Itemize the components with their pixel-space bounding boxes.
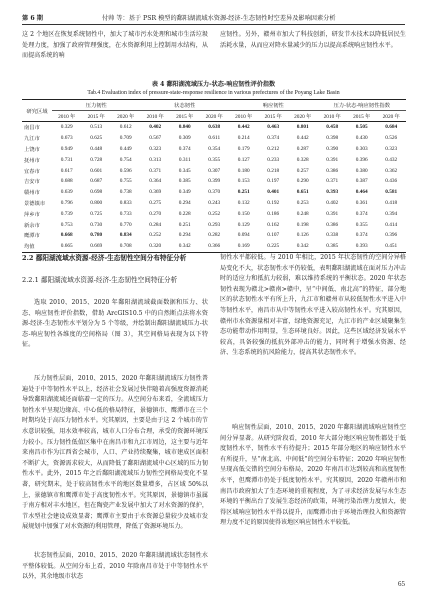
table-row: [22, 165, 406, 176]
value-cell: 0.639: [60, 189, 73, 196]
value-cell: 0.342: [288, 241, 318, 252]
region-name-cell: 鹰潭市: [24, 233, 40, 240]
value-cell: 0.396: [355, 156, 368, 163]
value-cell: 0.442: [237, 124, 250, 131]
table-row: [22, 208, 406, 219]
value-cell: 0.294: [178, 232, 191, 239]
value-cell: 0.107: [267, 232, 280, 239]
value-cell: 0.611: [208, 135, 221, 142]
value-cell: 0.275: [149, 199, 162, 206]
value-cell: 0.212: [267, 145, 280, 152]
table-row: [22, 230, 406, 241]
value-cell: 0.601: [90, 167, 103, 174]
table-caption-en: Tab.4 Evaluation index of pressure-state-response resilience in various prefectures of the Poyang Lake Basin: [87, 90, 340, 96]
value-cell: 0.282: [208, 232, 221, 239]
value-cell: 0.197: [267, 178, 280, 185]
value-cell: 0.198: [296, 221, 309, 228]
value-cell: 0.567: [149, 135, 162, 142]
value-cell: 0.270: [149, 210, 162, 217]
value-cell: 0.688: [60, 178, 73, 185]
table-row: [22, 154, 406, 165]
table-caption-cn: 表 4 鄱阳湖流域压力-状态-响应韧性评价指数: [151, 81, 276, 88]
left-paragraph-3: 状态韧性层面，2010、2015、2020 年鄱阳湖流域状态韧性水平整体较低。从空间分布上看，2010 年除南昌市处于中等韧性水平以外，其余地级市状态: [22, 552, 208, 581]
year-header: 2015 年: [170, 111, 200, 122]
value-cell: 0.369: [149, 189, 162, 196]
year-header: 2020 年: [111, 111, 141, 122]
value-cell: 0.464: [355, 189, 368, 196]
value-cell: 0.374: [267, 135, 280, 142]
value-cell: 0.687: [90, 178, 103, 185]
value-cell: 0.617: [60, 167, 73, 174]
value-cell: 0.725: [90, 210, 103, 217]
value-cell: 0.391: [326, 210, 339, 217]
value-cell: 0.396: [385, 232, 398, 239]
value-cell: 0.355: [355, 221, 368, 228]
table-row: [22, 219, 406, 230]
value-cell: 0.233: [267, 156, 280, 163]
value-cell: 0.463: [267, 124, 280, 131]
value-cell: 0.625: [90, 135, 103, 142]
region-name-cell: 新余市: [24, 222, 40, 229]
value-cell: 0.323: [149, 145, 162, 152]
table-row: [22, 122, 406, 133]
value-cell: 0.401: [267, 189, 280, 196]
value-cell: 0.638: [208, 124, 221, 131]
value-cell: 0.684: [385, 124, 398, 131]
value-cell: 0.228: [178, 210, 191, 217]
value-cell: 0.362: [385, 167, 398, 174]
region-name-cell: 赣州市: [24, 190, 40, 197]
value-cell: 0.612: [119, 124, 132, 131]
region-name-cell: 均值: [22, 241, 52, 252]
value-cell: 0.361: [355, 199, 368, 206]
value-cell: 0.349: [178, 189, 191, 196]
value-cell: 0.665: [52, 241, 82, 252]
year-header: 2015 年: [347, 111, 377, 122]
value-cell: 0.402: [149, 124, 162, 131]
year-header: 2015 年: [259, 111, 289, 122]
region-name-cell: 南昌市: [24, 125, 40, 132]
value-cell: 0.364: [149, 178, 162, 185]
right-paragraph-2: 响应韧性层面，2010、2015、2020 年鄱阳湖流域响应韧性空间分异显著。从研究阶段看，2010 年大部分地区响应韧性都处于低度韧性水平，韧性水平有待提升；2015 年部分地区的响应韧性水平有所提升，呈“南北高、中间低”的空间分布特征；2020 年响应韧性呈现高低交错的空间分布格局，2020 年南昌市达到较高和高度韧性水平，但鹰潭市仍处于低度韧性水平。究其原因，2020 年赣州市和南昌市政府加大了生态环境的重视程度，为了寻求经济发展与水生态环境的平衡出台了发展生态经济的政策，环境污染治理力度加大，使得区域响应韧性水平得以提升，而鹰潭市由于环境治理投入和资源管理力度不足的原因使得该地区响应韧性水平较低。: [220, 424, 406, 527]
value-cell: 0.345: [178, 167, 191, 174]
year-header: 2020 年: [200, 111, 230, 122]
value-cell: 0.442: [296, 135, 309, 142]
value-cell: 0.329: [60, 124, 73, 131]
value-cell: 0.449: [119, 145, 132, 152]
value-cell: 0.668: [60, 232, 73, 239]
value-cell: 0.436: [385, 178, 398, 185]
value-cell: 0.311: [178, 156, 191, 163]
value-cell: 0.342: [170, 241, 200, 252]
value-cell: 0.313: [149, 156, 162, 163]
value-cell: 0.399: [208, 178, 221, 185]
value-cell: 0.290: [296, 178, 309, 185]
value-cell: 0.180: [237, 167, 250, 174]
value-cell: 0.458: [326, 124, 339, 131]
region-name-cell: 九江市: [24, 136, 40, 143]
region-name-cell: 萍乡市: [24, 211, 40, 218]
value-cell: 0.432: [385, 156, 398, 163]
value-cell: 0.385: [178, 178, 191, 185]
value-cell: 0.430: [355, 135, 368, 142]
value-cell: 0.800: [90, 199, 103, 206]
value-cell: 0.755: [119, 178, 132, 185]
table-row: [22, 198, 406, 209]
value-cell: 0.770: [119, 221, 132, 228]
value-cell: 0.834: [119, 232, 132, 239]
value-cell: 0.248: [296, 210, 309, 217]
region-name-cell: 上饶市: [24, 146, 40, 153]
value-cell: 0.448: [90, 145, 103, 152]
left-paragraph-1: 选取 2010、2015、2020 年鄱阳湖流域截面数据和压力、状态、响应韧性评价指数，借助 ArcGIS10.5 中的自然断点法将水资源-经济-生态韧性水平划分为 5 个等级，并绘制出鄱阳湖流域压力-状态-响应韧性各维度的空间格局（图 3），其空间格局表现为以下特征。: [22, 299, 208, 349]
value-cell: 0.162: [267, 221, 280, 228]
value-cell: 0.374: [355, 232, 368, 239]
region-name-cell: 宜春市: [24, 168, 40, 175]
value-cell: 0.127: [237, 156, 250, 163]
value-cell: 0.307: [208, 167, 221, 174]
value-cell: 0.402: [326, 199, 339, 206]
value-cell: 0.370: [208, 189, 221, 196]
value-cell: 0.186: [267, 210, 280, 217]
value-cell: 0.709: [119, 135, 132, 142]
section-heading: 2.2 鄱阳湖流域水资源-经济-生态韧性空间分布特征分析: [22, 254, 187, 262]
table-header-groups: [22, 100, 406, 111]
value-cell: 0.394: [385, 210, 398, 217]
value-cell: 0.673: [60, 135, 73, 142]
year-header: 2020 年: [288, 111, 318, 122]
value-cell: 0.669: [82, 241, 112, 252]
value-cell: 0.393: [326, 189, 339, 196]
value-cell: 0.371: [326, 178, 339, 185]
value-cell: 0.390: [326, 145, 339, 152]
value-cell: 0.287: [296, 145, 309, 152]
value-cell: 0.257: [296, 167, 309, 174]
value-cell: 0.374: [355, 210, 368, 217]
value-cell: 0.253: [296, 199, 309, 206]
value-cell: 0.385: [318, 241, 348, 252]
value-cell: 0.733: [119, 210, 132, 217]
value-cell: 0.338: [326, 232, 339, 239]
header-rule: [22, 24, 405, 25]
top-paragraph-right: 应韧性。另外，赣州市加大了科技创新，研发节水技术以降低居民生活耗水量，从而应对降水量减少的压力以提高系统响应韧性水平。: [220, 31, 406, 49]
year-header: 2010 年: [52, 111, 82, 122]
value-cell: 0.801: [296, 124, 309, 131]
table-row: [22, 176, 406, 187]
year-header: 2010 年: [141, 111, 171, 122]
issue-label: 第 6 期: [22, 15, 43, 22]
value-cell: 0.320: [141, 241, 171, 252]
value-cell: 0.739: [60, 210, 73, 217]
value-cell: 0.214: [237, 135, 250, 142]
value-cell: 0.371: [149, 167, 162, 174]
year-header: 2020 年: [377, 111, 407, 122]
left-paragraph-2: 压力韧性层面，2010、2015、2020 年鄱阳湖流域压力韧性普遍处于中等韧性水平以上，经济社会发展过快伴随着高强度资源消耗导致鄱阳湖流域还面临着一定的压力。从空间分布来看，全流域压力韧性水平呈现边缘高、中心低的格局特征，景德镇市、鹰潭市在三个时期均处于高压力韧性水平。究其原因，主要是由于这 2 个城市的节水意识较强，用水效率较高，城市人口分布合理，承受的资源环境压力较小。压力韧性低值区集中在南昌市和九江市周边，这主要与近年来南昌市作为江西省会城市，人口、产业持续聚集，城市建成区面积不断扩大，资源需求较大，从而降低了鄱阳湖流域中心区域的压力韧性水平。此外，2015 年之后鄱阳湖流域压力韧性空间格局变化不显著，研究期末，处于较高韧性水平的地区数量增多，占区域 50%以上，景德镇市和鹰潭市处于高度韧性水平。究其原因，景德镇市虽属于南方相对丰水地区，但在陶瓷产业发展中加大了对水资源的保护，节水型社会建设成效显著；鹰潭市主要由于水资源总量较少及城市发展规划中加强了对水资源的利用管理，降低了资源环境压力。: [22, 375, 208, 531]
value-cell: 0.840: [178, 124, 191, 131]
value-cell: 0.731: [60, 156, 73, 163]
top-paragraph-left: 这 2 个地区在恢复系统韧性中，加大了城市污水处理和城市生活垃圾处理力度，加强了政府管理强度，在水资源利用上控制用水结构，从而提高系统的响: [22, 31, 208, 60]
value-cell: 0.526: [385, 135, 398, 142]
value-cell: 0.251: [237, 189, 250, 196]
value-cell: 0.581: [385, 189, 398, 196]
running-title: 付帅 等：基于 PSR 模型的鄱阳湖流域水资源-经济-生态韧性时空差异及影响因素分析: [102, 15, 336, 22]
value-cell: 0.169: [229, 241, 259, 252]
value-cell: 0.796: [60, 199, 73, 206]
value-cell: 0.150: [237, 210, 250, 217]
value-cell: 0.251: [178, 221, 191, 228]
year-header: 2010 年: [229, 111, 259, 122]
value-cell: 0.153: [237, 178, 250, 185]
value-cell: 0.418: [385, 199, 398, 206]
value-cell: 0.354: [208, 145, 221, 152]
value-cell: 0.833: [119, 199, 132, 206]
region-name-cell: 抚州市: [24, 157, 40, 164]
table-row: [22, 144, 406, 155]
value-cell: 0.218: [267, 167, 280, 174]
group-header-psr-index: 压力-状态-响应韧性指数: [318, 100, 407, 111]
region-name-cell: 吉安市: [24, 179, 40, 186]
resilience-table: [22, 99, 406, 253]
value-cell: 0.451: [377, 241, 407, 252]
value-cell: 0.293: [208, 221, 221, 228]
value-cell: 0.309: [178, 135, 191, 142]
value-cell: 0.126: [296, 232, 309, 239]
value-cell: 0.753: [60, 221, 73, 228]
value-cell: 0.754: [119, 156, 132, 163]
table-row: [22, 241, 406, 252]
table-header-years: [22, 111, 406, 122]
value-cell: 0.505: [355, 124, 368, 131]
value-cell: 0.728: [90, 156, 103, 163]
value-cell: 0.374: [178, 145, 191, 152]
value-cell: 0.708: [111, 241, 141, 252]
value-cell: 0.513: [90, 124, 103, 131]
value-cell: 0.294: [178, 199, 191, 206]
year-header: 2010 年: [318, 111, 348, 122]
value-cell: 0.355: [208, 156, 221, 163]
region-name-cell: 景德镇市: [24, 200, 46, 207]
value-cell: 0.225: [259, 241, 289, 252]
value-cell: 0.386: [326, 167, 339, 174]
value-cell: 0.391: [326, 156, 339, 163]
value-cell: 0.738: [119, 189, 132, 196]
table-row: [22, 133, 406, 144]
value-cell: 0.393: [347, 241, 377, 252]
value-cell: 0.323: [385, 145, 398, 152]
value-cell: 0.252: [149, 232, 162, 239]
value-cell: 0.328: [296, 156, 309, 163]
value-cell: 0.179: [237, 145, 250, 152]
value-cell: 0.730: [90, 221, 103, 228]
value-cell: 0.949: [60, 145, 73, 152]
value-cell: 0.192: [267, 199, 280, 206]
value-cell: 0.366: [200, 241, 230, 252]
value-cell: 0.380: [355, 167, 368, 174]
right-paragraph-1: 韧性水平都较低。与 2010 年相比，2015 年状态韧性的空间分异格局变化不大，状态韧性水平仍较低，表明鄱阳湖流域在面对压力冲击时的适应力和抵抗力较弱，难以维持系统的平衡状态。2020 年状态韧性表现为赣北>赣南>赣中，呈“中间低、南北高”的特征，部分地区的状态韧性水平有所上升，九江市和赣州市从较低韧性水平进入中等韧性水平，南昌市从中等韧性水平进入较高韧性水平。究其原因，赣州市水资源量相对丰富，绿地资源充足，九江市的产业区域聚集生态功能带动作用明显，生态环境良好。因此，这些区域经济发展水平较高，具备较强的抵抗外部冲击的能力，同时利于增强水资源、经济、生态系统的抗风险能力，提高其状态韧性水平。: [220, 254, 406, 357]
table-body: [22, 122, 406, 253]
value-cell: 0.243: [208, 199, 221, 206]
region-header: 研究区域: [22, 100, 52, 122]
value-cell: 0.596: [119, 167, 132, 174]
value-cell: 0.651: [296, 189, 309, 196]
group-header-response: 响应韧性: [229, 100, 318, 111]
year-header: 2015 年: [82, 111, 112, 122]
subsection-heading: 2.2.1 鄱阳湖流域水资源-经济-生态韧性空间特征分析: [22, 276, 178, 284]
value-cell: 0.094: [237, 232, 250, 239]
group-header-state: 状态韧性: [141, 100, 230, 111]
value-cell: 0.780: [90, 232, 103, 239]
value-cell: 0.414: [385, 221, 398, 228]
value-cell: 0.698: [90, 189, 103, 196]
table-row: [22, 187, 406, 198]
value-cell: 0.387: [355, 178, 368, 185]
page-number: 65: [398, 580, 405, 588]
value-cell: 0.398: [326, 135, 339, 142]
value-cell: 0.132: [237, 199, 250, 206]
value-cell: 0.129: [237, 221, 250, 228]
value-cell: 0.303: [355, 145, 368, 152]
value-cell: 0.284: [149, 221, 162, 228]
value-cell: 0.252: [208, 210, 221, 217]
group-header-pressure: 压力韧性: [52, 100, 141, 111]
value-cell: 0.386: [326, 221, 339, 228]
